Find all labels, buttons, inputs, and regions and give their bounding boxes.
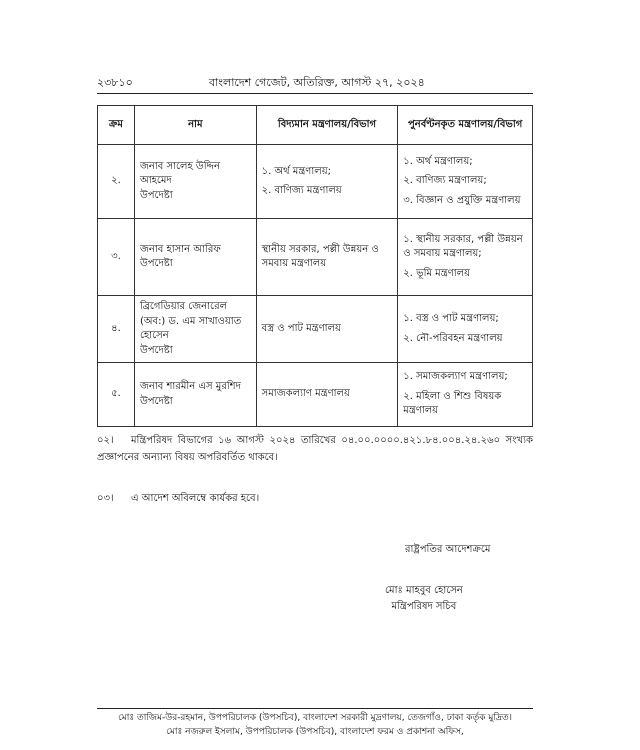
adviser-name: ব্রিগেডিয়ার জেনারেল (অব:) ড. এম সাখাওয়াত হোসেন <box>139 301 242 341</box>
signatory-name: মোঃ মাহবুব হোসেন <box>385 585 463 596</box>
adviser-name: জনাব শারমীন এস মুরশিদ <box>139 381 241 392</box>
reallocated-cell <box>398 363 533 427</box>
paragraph-text: এ আদেশ অবিলম্বে কার্যকর হবে। <box>131 493 260 504</box>
name-cell <box>134 219 256 296</box>
paragraph-02 <box>97 433 533 466</box>
serial-cell: ৫. <box>98 363 135 427</box>
serial-cell: ৪. <box>98 296 135 363</box>
reallocated-cell <box>398 145 533 219</box>
table-header-row <box>98 106 533 145</box>
signature-block <box>385 583 463 615</box>
reallocated-item: ২. নৌ-পরিবহন মন্ত্রণালয় <box>403 332 503 344</box>
existing-item: স্থানীয় সরকার, পল্লী উন্নয়ন ও সমবায় মন্ত্রণালয় <box>261 243 379 269</box>
name-cell <box>134 296 256 363</box>
column-header-name: নাম <box>134 106 256 145</box>
existing-cell <box>256 145 398 219</box>
serial-cell: ৩. <box>98 219 135 296</box>
order-line: রাষ্ট্রপতির আদেশক্রমে <box>405 544 491 555</box>
footer-line-1: মোঃ তাজিম-উর-রহমান, উপপরিচালক (উপসচিব), বাংলাদেশ সরকারী মুদ্রণালয়, তেজগাঁও, ঢাকা কর্তৃক মুদ্রিত। <box>118 713 512 723</box>
page-number: ২৩৮১০ <box>97 76 133 89</box>
reallocated-item: ৩. বিজ্ঞান ও প্রযুক্তি মন্ত্রণালয় <box>403 194 521 206</box>
reallocated-item: ১. অর্থ মন্ত্রণালয়; <box>403 155 473 167</box>
name-cell <box>134 145 256 219</box>
reallocated-cell <box>398 296 533 363</box>
adviser-designation: উপদেষ্টা <box>139 344 173 356</box>
ministry-allocation-table <box>97 105 533 427</box>
column-header-serial: ক্রম <box>98 106 135 145</box>
adviser-name: জনাব হাসান আরিফ <box>139 243 221 255</box>
table-row <box>98 296 533 363</box>
footer-divider <box>97 708 533 709</box>
reallocated-item: ১. স্থানীয় সরকার, পল্লী উন্নয়ন ও সমবায় মন্ত্রণালয়; <box>403 233 523 260</box>
table-row <box>98 219 533 296</box>
signatory-designation: মন্ত্রিপরিষদ সচিব <box>391 601 457 612</box>
page-header <box>97 74 533 93</box>
paragraph-text: মন্ত্রিপরিষদ বিভাগের ১৬ আগস্ট ২০২৪ তারিখের ০৪.০০.০০০০.৪২১.৮৪.০০৪.২৪.২৬০ সংখ্যক প্রজ্ঞাপনের অন্যান্য বিষয় অপরিবর্তিত থাকবে। <box>97 435 533 463</box>
adviser-designation: উপদেষ্টা <box>139 395 173 407</box>
reallocated-item: ১. বস্ত্র ও পাট মন্ত্রণালয়; <box>403 313 499 324</box>
adviser-name: জনাব সালেহ উদ্দিন আহমেদ <box>139 160 220 187</box>
reallocated-cell <box>398 219 533 296</box>
existing-cell <box>256 296 398 363</box>
existing-cell <box>256 363 398 427</box>
column-header-reallocated: পুনর্বণ্টনকৃত মন্ত্রণালয়/বিভাগ <box>398 106 533 145</box>
existing-item: ২. বাণিজ্য মন্ত্রণালয় <box>261 185 342 196</box>
name-cell <box>134 363 256 427</box>
reallocated-item: ১. সমাজকল্যাণ মন্ত্রণালয়; <box>403 371 508 383</box>
table-row <box>98 363 533 427</box>
paragraph-number: ০২। <box>97 435 114 446</box>
header-divider <box>97 93 533 94</box>
reallocated-item: ২. বাণিজ্য মন্ত্রণালয়; <box>403 175 487 187</box>
serial-cell: ২. <box>98 145 135 219</box>
reallocated-item: ২. ভূমি মন্ত্রণালয় <box>403 267 470 279</box>
paragraph-03 <box>97 491 533 508</box>
gazette-title: বাংলাদেশ গেজেট, অতিরিক্ত, আগস্ট ২৭, ২০২৪ <box>209 76 425 89</box>
existing-item: বস্ত্র ও পাট মন্ত্রণালয় <box>261 322 341 334</box>
footer-line-2: মোঃ নজরুল ইসলাম, উপপরিচালক (উপসচিব), বাংলাদেশ ফরম ও প্রকাশনা অফিস, <box>166 726 464 737</box>
existing-item: ১. অর্থ মন্ত্রণালয়; <box>261 165 331 177</box>
existing-item: সমাজকল্যাণ মন্ত্রণালয় <box>261 388 350 400</box>
adviser-designation: উপদেষ্টা <box>139 189 173 201</box>
paragraph-number: ০৩। <box>97 493 114 504</box>
column-header-existing: বিদ্যমান মন্ত্রণালয়/বিভাগ <box>256 106 398 145</box>
table-row <box>98 145 533 219</box>
adviser-designation: উপদেষ্টা <box>139 258 173 269</box>
reallocated-item: ২. মহিলা ও শিশু বিষয়ক মন্ত্রণালয় <box>403 390 502 417</box>
existing-cell <box>256 219 398 296</box>
printer-footer <box>97 712 533 740</box>
